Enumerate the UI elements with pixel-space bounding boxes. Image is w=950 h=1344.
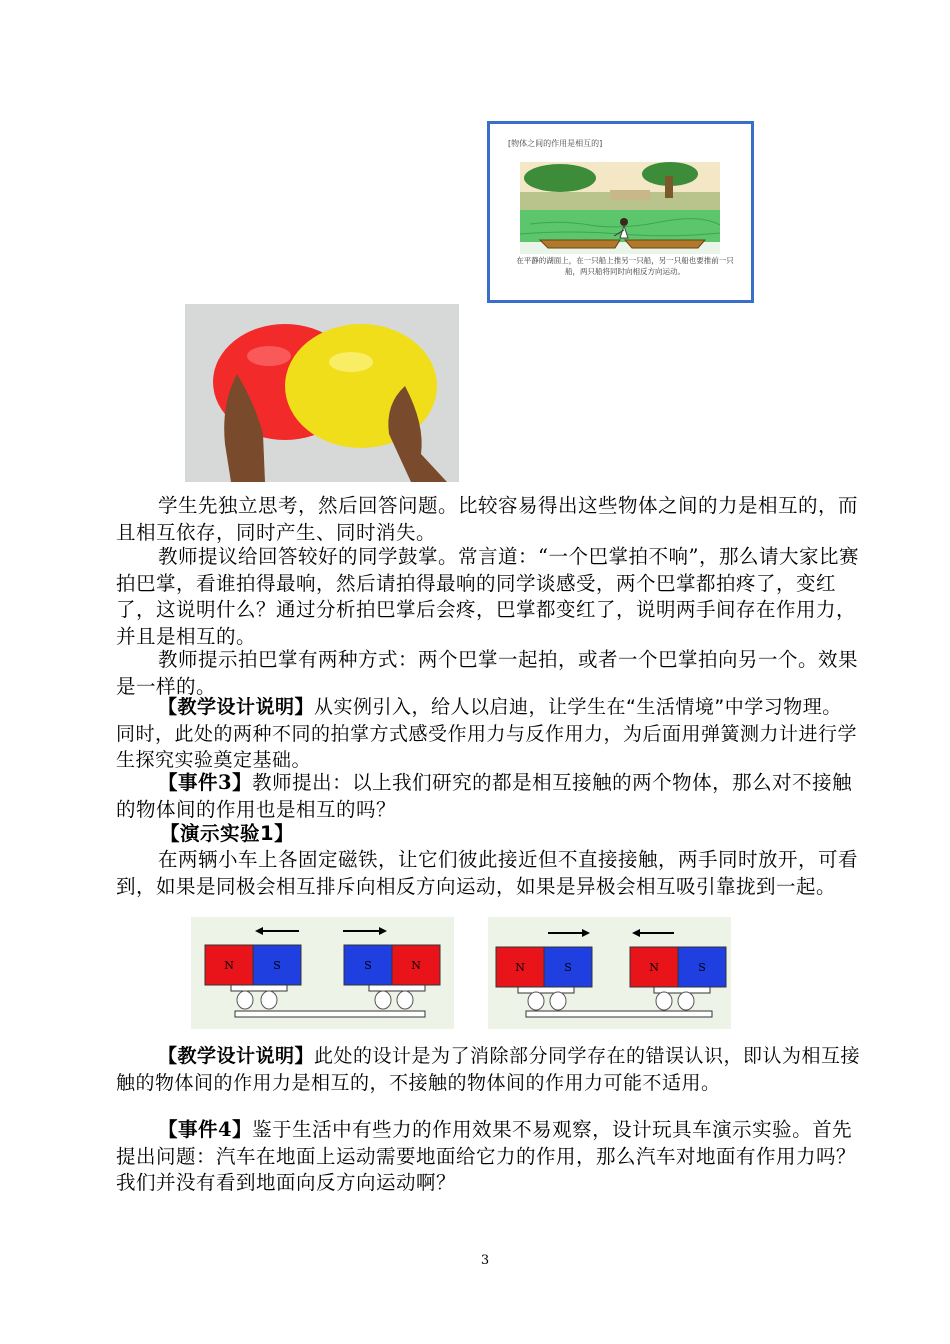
boat-illustration bbox=[520, 162, 720, 254]
paragraph-1: 学生先独立思考，然后回答问题。比较容易得出这些物体之间的力是相互的，而且相互依存，同时产生、同时消失。 bbox=[116, 494, 859, 544]
page-number: 3 bbox=[480, 1253, 490, 1268]
boat-slide-figure bbox=[487, 121, 754, 303]
design-note-label-2: 【教学设计说明】 bbox=[158, 1045, 315, 1067]
event3-text: 教师提出：以上我们研究的都是相互接触的两个物体，那么对不接触的物体间的作用也是相互的吗？ bbox=[116, 771, 853, 821]
balloon-photo bbox=[185, 304, 459, 482]
demo-experiment-label: 【演示实验1】 bbox=[160, 822, 295, 845]
magnet-pole-label: S bbox=[564, 961, 572, 974]
paragraph-9 bbox=[116, 1117, 861, 1197]
magnet-figure-repel bbox=[191, 917, 454, 1029]
paragraph-7: 在两辆小车上各固定磁铁，让它们彼此接近但不直接接触，两手同时放开，可看到，如果是同极会相互排斥向相反方向运动，如果是异极会相互吸引靠拢到一起。 bbox=[116, 848, 859, 898]
magnet-pole-label: N bbox=[411, 959, 421, 972]
slide-bottom-caption: 在平静的湖面上，在一只船上推另一只船，另一只船也要推前一只船，两只船将同时向相反方向运动。 bbox=[516, 256, 734, 276]
paragraph-5 bbox=[116, 770, 861, 823]
event3-label: 【事件3】 bbox=[158, 771, 253, 794]
magnet-pole-label: S bbox=[364, 959, 372, 972]
paragraph-8 bbox=[116, 1043, 861, 1096]
magnet-figure-attract bbox=[488, 917, 731, 1029]
paragraph-4 bbox=[116, 694, 861, 774]
magnet-pole-label: N bbox=[515, 961, 525, 974]
magnet-pole-label: S bbox=[273, 959, 281, 972]
event4-text: 鉴于生活中有些力的作用效果不易观察，设计玩具车演示实验。首先提出问题：汽车在地面上运动需要地面给它力的作用，那么汽车对地面有作用力吗？我们并没有看到地面向反方向运动啊？ bbox=[116, 1118, 857, 1194]
demo-experiment-heading bbox=[160, 821, 905, 848]
magnet-pole-label: N bbox=[224, 959, 234, 972]
design-note-label-1: 【教学设计说明】 bbox=[158, 696, 315, 718]
magnet-pole-label: N bbox=[649, 961, 659, 974]
paragraph-2: 教师提议给回答较好的同学鼓掌。常言道：“一个巴掌拍不响”，那么请大家比赛拍巴掌，看谁拍得最响，然后请拍得最响的同学谈感受，两个巴掌都拍疼了，变红了，这说明什么？通过分析拍巴掌后会疼，巴掌都变红了，说明两手间存在作用力，并且是相互的。 bbox=[116, 545, 859, 648]
design-note-text-1: 从实例引入，给人以启迪，让学生在“生活情境”中学习物理。同时，此处的两种不同的拍掌方式感受作用力与反作用力，为后面用弹簧测力计进行学生探究实验奠定基础。 bbox=[116, 696, 858, 771]
repel-diagram bbox=[191, 917, 454, 1029]
event4-label: 【事件4】 bbox=[158, 1118, 253, 1141]
slide-title-caption: [物体之间的作用是相互的] bbox=[508, 139, 603, 148]
magnet-pole-label: S bbox=[698, 961, 706, 974]
design-note-text-2: 此处的设计是为了消除部分同学存在的错误认识，即认为相互接触的物体间的作用力是相互的，不接触的物体间的作用力可能不适用。 bbox=[116, 1045, 861, 1094]
paragraph-3: 教师提示拍巴掌有两种方式：两个巴掌一起拍，或者一个巴掌拍向另一个。效果是一样的。 bbox=[116, 648, 859, 698]
attract-diagram bbox=[488, 917, 731, 1029]
